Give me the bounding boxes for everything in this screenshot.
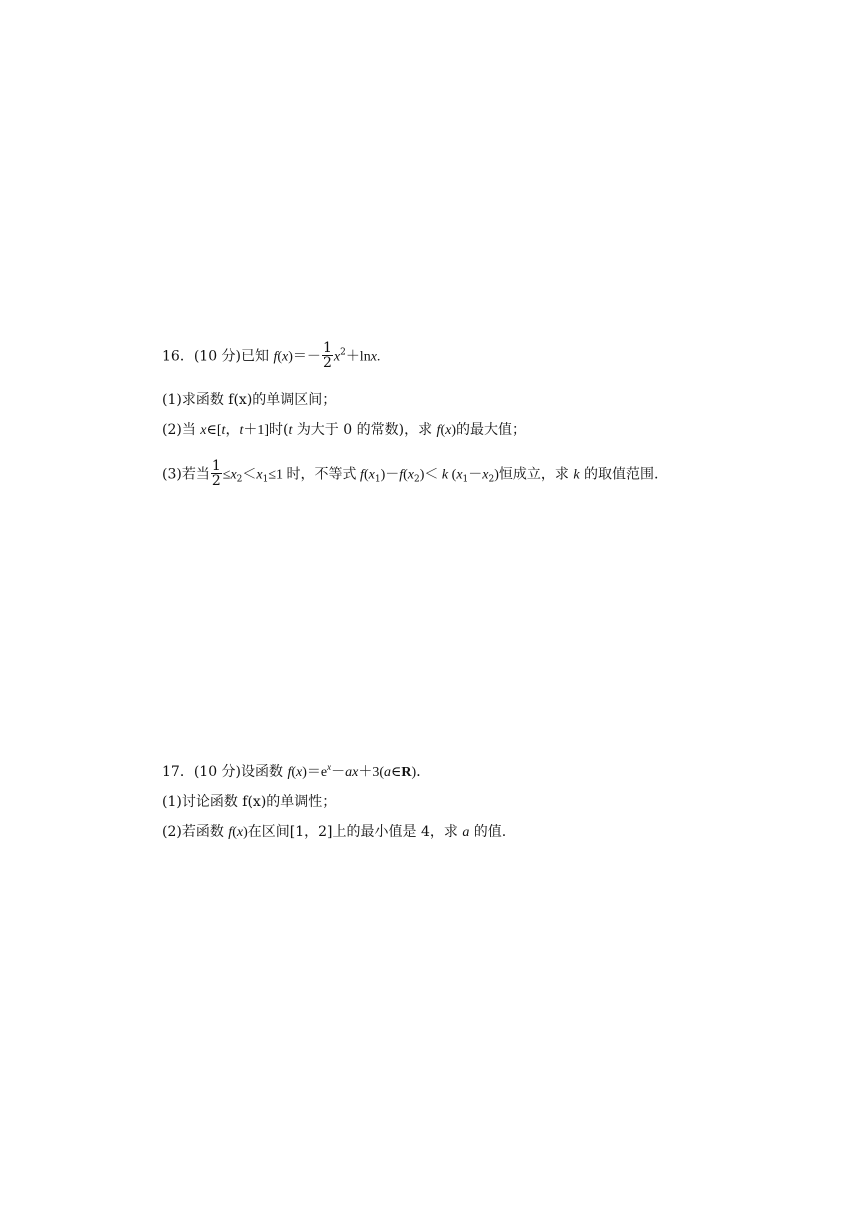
- q16-intro: 已知: [241, 348, 270, 365]
- q16-number: 16．: [162, 348, 194, 365]
- q16-part2: (2)当 x∈[t，t＋1]时(t 为大于 0 的常数)，求 f(x)的最大值；: [162, 422, 526, 438]
- q16-stem: 16．(10 分)已知 f(x)＝－ $\frac{1}{2}$ $x^2+\ln x$.: [162, 340, 381, 371]
- q16-part1: (1)求函数 f(x)的单调区间；: [162, 392, 337, 408]
- q17-number: 17．: [162, 764, 194, 780]
- q16-part3-fraction: $\frac{1}{2}$: [211, 458, 221, 489]
- q16-part3: (3)若当 $\frac{1}{2}$ $\le x_2<x_1\le 1$ 时，不等式 $f(x_1)-f(x_2)< k$ $(x_1-x_2)$恒成立，求 k 的取值范围.: [162, 458, 659, 489]
- q17-part1: (1)讨论函数 f(x)的单调性；: [162, 794, 337, 810]
- q17-points: (10 分): [193, 764, 242, 780]
- q17-part2: (2)若函数 f(x)在区间[1，2]上的最小值是 4，求 a 的值.: [162, 824, 507, 840]
- q16-fraction: $\frac{1}{2}$: [322, 340, 332, 371]
- q17-stem: 17．(10 分)设函数 $f(x)=e^x-ax+3(a\in R)$．: [162, 762, 431, 780]
- q16-points: (10 分): [193, 348, 242, 365]
- q17-intro: 设函数: [241, 764, 284, 780]
